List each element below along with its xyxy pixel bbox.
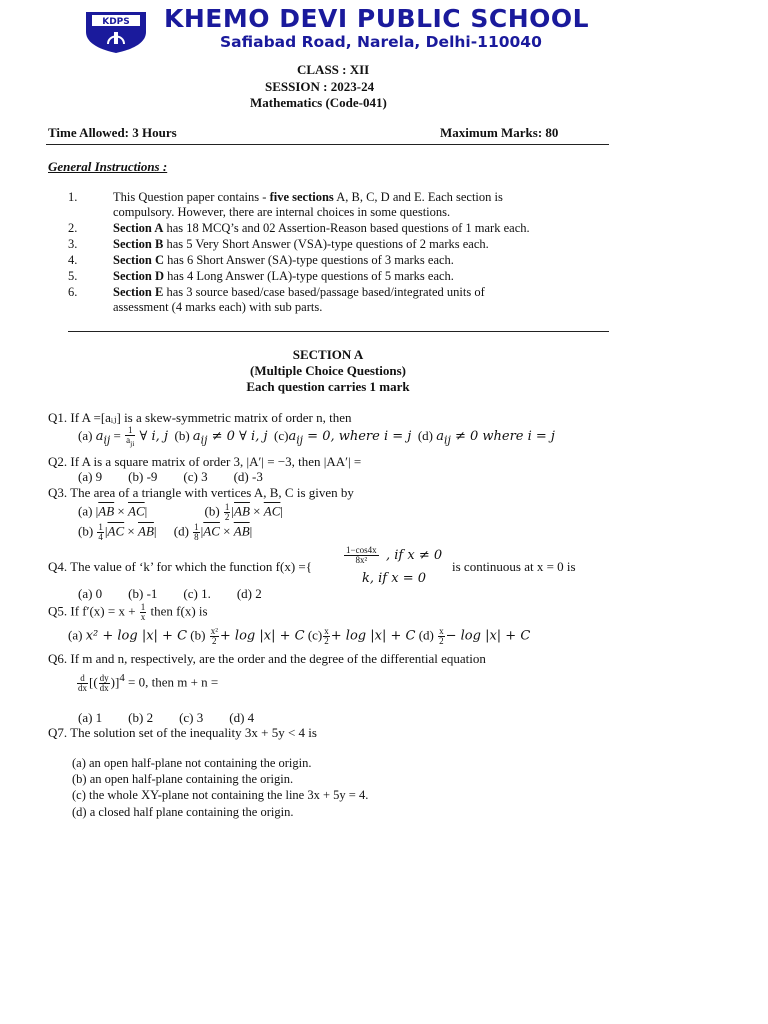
divider-top [46, 144, 609, 145]
subject-label: Mathematics (Code-041) [250, 95, 387, 110]
divider-section [68, 331, 609, 332]
question-4-stem: Q4. The value of ‘k’ for which the function f(x) ={ [48, 559, 312, 574]
question-1-stem: Q1. If A =[aᵢⱼ] is a skew-symmetric matrix of order n, then [48, 410, 352, 425]
question-3-stem: Q3. The area of a triangle with vertices A, B, C is given by [48, 485, 354, 500]
instruction-number: 6. [68, 285, 78, 299]
instruction-number: 2. [68, 221, 78, 235]
question-5-options: (a) x² + log |x| + C (b) $\frac{\text{x²}}{2}$ + log |x| + C (c) $\frac{x}{2}$ + log |x| + C (d) $\frac{x}{2}$ − log |x| + C [68, 626, 531, 646]
section-subtitle: (Multiple Choice Questions) [250, 363, 406, 378]
question-1-options: (a) $a_{ij}$ = $\frac{1}{a_{ji}}$ ∀ i, j (b) $a_{ij} \ne 0$ ∀ i, j $(c)a_{ij} = 0$, where i = j (d) $a_{ij} \ne 0$ where i = j [78, 425, 555, 448]
instructions-heading: General Instructions : [48, 159, 168, 174]
question-6-equation: $\frac{d}{dx}$ [( $\frac{dy}{dx}$ )]$^4$ = 0, then m + n = [78, 672, 219, 693]
question-2-stem: Q2. If A is a square matrix of order 3, |A′| = −3, then |AA′| = [48, 454, 362, 469]
question-7-option-a: (a) an open half-plane not containing the origin. [72, 756, 312, 770]
school-name: KHEMO DEVI PUBLIC SCHOOL [164, 4, 590, 33]
question-7-option-c: (c) the whole XY-plane not containing the line 3x + 5y = 4. [72, 788, 369, 802]
question-2-options: (a) 9 (b) -9 (c) 3 (d) -3 [78, 469, 263, 484]
school-logo [78, 10, 154, 54]
time-allowed: Time Allowed: 3 Hours [48, 125, 177, 140]
instruction-item: Section C has 6 Short Answer (SA)-type questions of 3 marks each. [113, 253, 454, 267]
instruction-number: 3. [68, 237, 78, 251]
instruction-item: This Question paper contains - five sections A, B, C, D and E. Each section is [113, 190, 503, 204]
question-3-options-row-1: (a) $|\overline{AB} \times \overline{AC}|$ (b) $\frac{1}{2}$ $|\overline{AB} \times \overline{AC}|$ [78, 502, 283, 522]
instruction-number: 5. [68, 269, 78, 283]
instruction-item-continued: assessment (4 marks each) with sub parts. [113, 300, 323, 314]
session-label: SESSION : 2023-24 [265, 79, 375, 94]
instruction-number: 4. [68, 253, 78, 267]
instruction-item: Section E has 3 source based/case based/passage based/integrated units of [113, 285, 485, 299]
question-6-stem: Q6. If m and n, respectively, are the order and the degree of the differential equation [48, 651, 486, 666]
section-title: SECTION A [292, 347, 364, 362]
instruction-item: Section D has 4 Long Answer (LA)-type questions of 5 marks each. [113, 269, 454, 283]
instruction-item: Section B has 5 Very Short Answer (VSA)-type questions of 2 marks each. [113, 237, 489, 251]
instruction-item-continued: compulsory. However, there are internal choices in some questions. [113, 205, 451, 219]
question-3-options-row-2: (b) $\frac{1}{4}$ $|\overline{AC} \times \overline{AB}|$ (d) $\frac{1}{8}$ $|\overline{AC} \times \overline{AB}|$ [78, 522, 253, 542]
question-4-stem-end: is continuous at x = 0 is [452, 559, 576, 574]
school-address: Safiabad Road, Narela, Delhi-110040 [220, 33, 542, 51]
section-marks-note: Each question carries 1 mark [246, 379, 410, 394]
question-4-case-2: k, if x = 0 [362, 571, 427, 586]
question-4-case-1-fraction: 1−cos4x 8x² [346, 545, 377, 565]
question-4-options: (a) 0 (b) -1 (c) 1. (d) 2 [78, 586, 262, 601]
question-6-options: (a) 1 (b) 2 (c) 3 (d) 4 [78, 710, 255, 725]
instruction-item: Section A has 18 MCQ’s and 02 Assertion-Reason based questions of 1 mark each. [113, 221, 530, 235]
class-label: CLASS : XII [297, 62, 370, 77]
question-4-case-1-condition: , if x ≠ 0 [386, 548, 443, 563]
question-7-option-b: (b) an open half-plane containing the origin. [72, 772, 294, 786]
question-7-stem: Q7. The solution set of the inequality 3x + 5y < 4 is [48, 725, 317, 740]
maximum-marks: Maximum Marks: 80 [440, 125, 559, 140]
instruction-number: 1. [68, 190, 78, 204]
logo-text: KDPS [102, 17, 130, 27]
question-7-option-d: (d) a closed half plane containing the origin. [72, 805, 294, 819]
question-5-stem: Q5. If f′(x) = x + $\frac{1}{x}$ then f(x) is [48, 602, 208, 622]
